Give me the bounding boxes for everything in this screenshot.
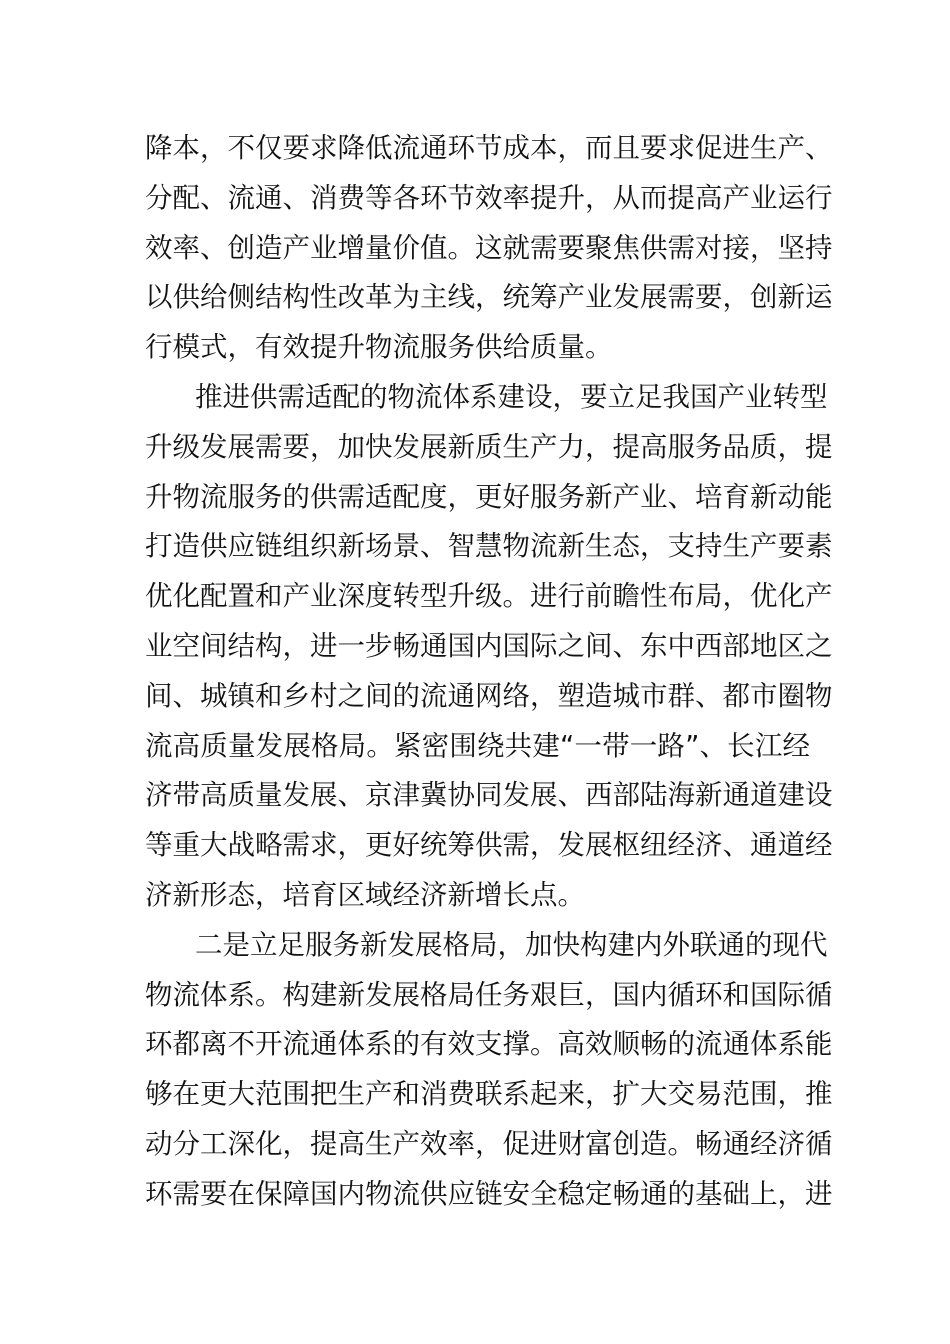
text-line: 环都离不开流通体系的有效支撑。高效顺畅的流通体系能 [145, 1028, 833, 1061]
text-line: 流高质量发展格局。紧密围绕共建“一带一路”、长江经 [145, 729, 810, 762]
text-line: 够在更大范围把生产和消费联系起来，扩大交易范围，推 [145, 1078, 833, 1111]
body-text [145, 124, 833, 1220]
text-line: 打造供应链组织新场景、智慧物流新生态，支持生产要素 [145, 530, 833, 563]
text-line: 行模式，有效提升物流服务供给质量。 [145, 331, 613, 364]
text-line: 物流体系。构建新发展格局任务艰巨，国内循环和国际循 [145, 978, 833, 1011]
text-line: 升物流服务的供需适配度，更好服务新产业、培育新动能 [145, 480, 833, 513]
text-line: 间、城镇和乡村之间的流通网络，塑造城市群、都市圈物 [145, 679, 833, 712]
text-line: 等重大战略需求，更好统筹供需，发展枢纽经济、通道经 [145, 829, 833, 862]
text-line: 二是立足服务新发展格局，加快构建内外联通的现代 [195, 928, 828, 961]
text-line: 升级发展需要，加快发展新质生产力，提高服务品质，提 [145, 430, 833, 463]
text-line: 分配、流通、消费等各环节效率提升，从而提高产业运行 [145, 181, 833, 214]
text-line: 环需要在保障国内物流供应链安全稳定畅通的基础上，进 [145, 1177, 833, 1210]
text-line: 动分工深化，提高生产效率，促进财富创造。畅通经济循 [145, 1127, 833, 1160]
paragraph [145, 373, 833, 921]
text-line: 推进供需适配的物流体系建设，要立足我国产业转型 [195, 380, 828, 413]
text-line: 济带高质量发展、京津冀协同发展、西部陆海新通道建设 [145, 779, 833, 812]
text-line: 以供给侧结构性改革为主线，统筹产业发展需要，创新运 [145, 281, 833, 314]
text-line: 效率、创造产业增量价值。这就需要聚焦供需对接，坚持 [145, 231, 833, 264]
text-line: 业空间结构，进一步畅通国内国际之间、东中西部地区之 [145, 629, 833, 662]
paragraph [145, 921, 833, 1220]
text-line: 济新形态，培育区域经济新增长点。 [145, 878, 585, 911]
paragraph [145, 124, 833, 373]
text-line: 优化配置和产业深度转型升级。进行前瞻性布局，优化产 [145, 580, 833, 613]
text-line: 降本，不仅要求降低流通环节成本，而且要求促进生产、 [145, 132, 833, 164]
